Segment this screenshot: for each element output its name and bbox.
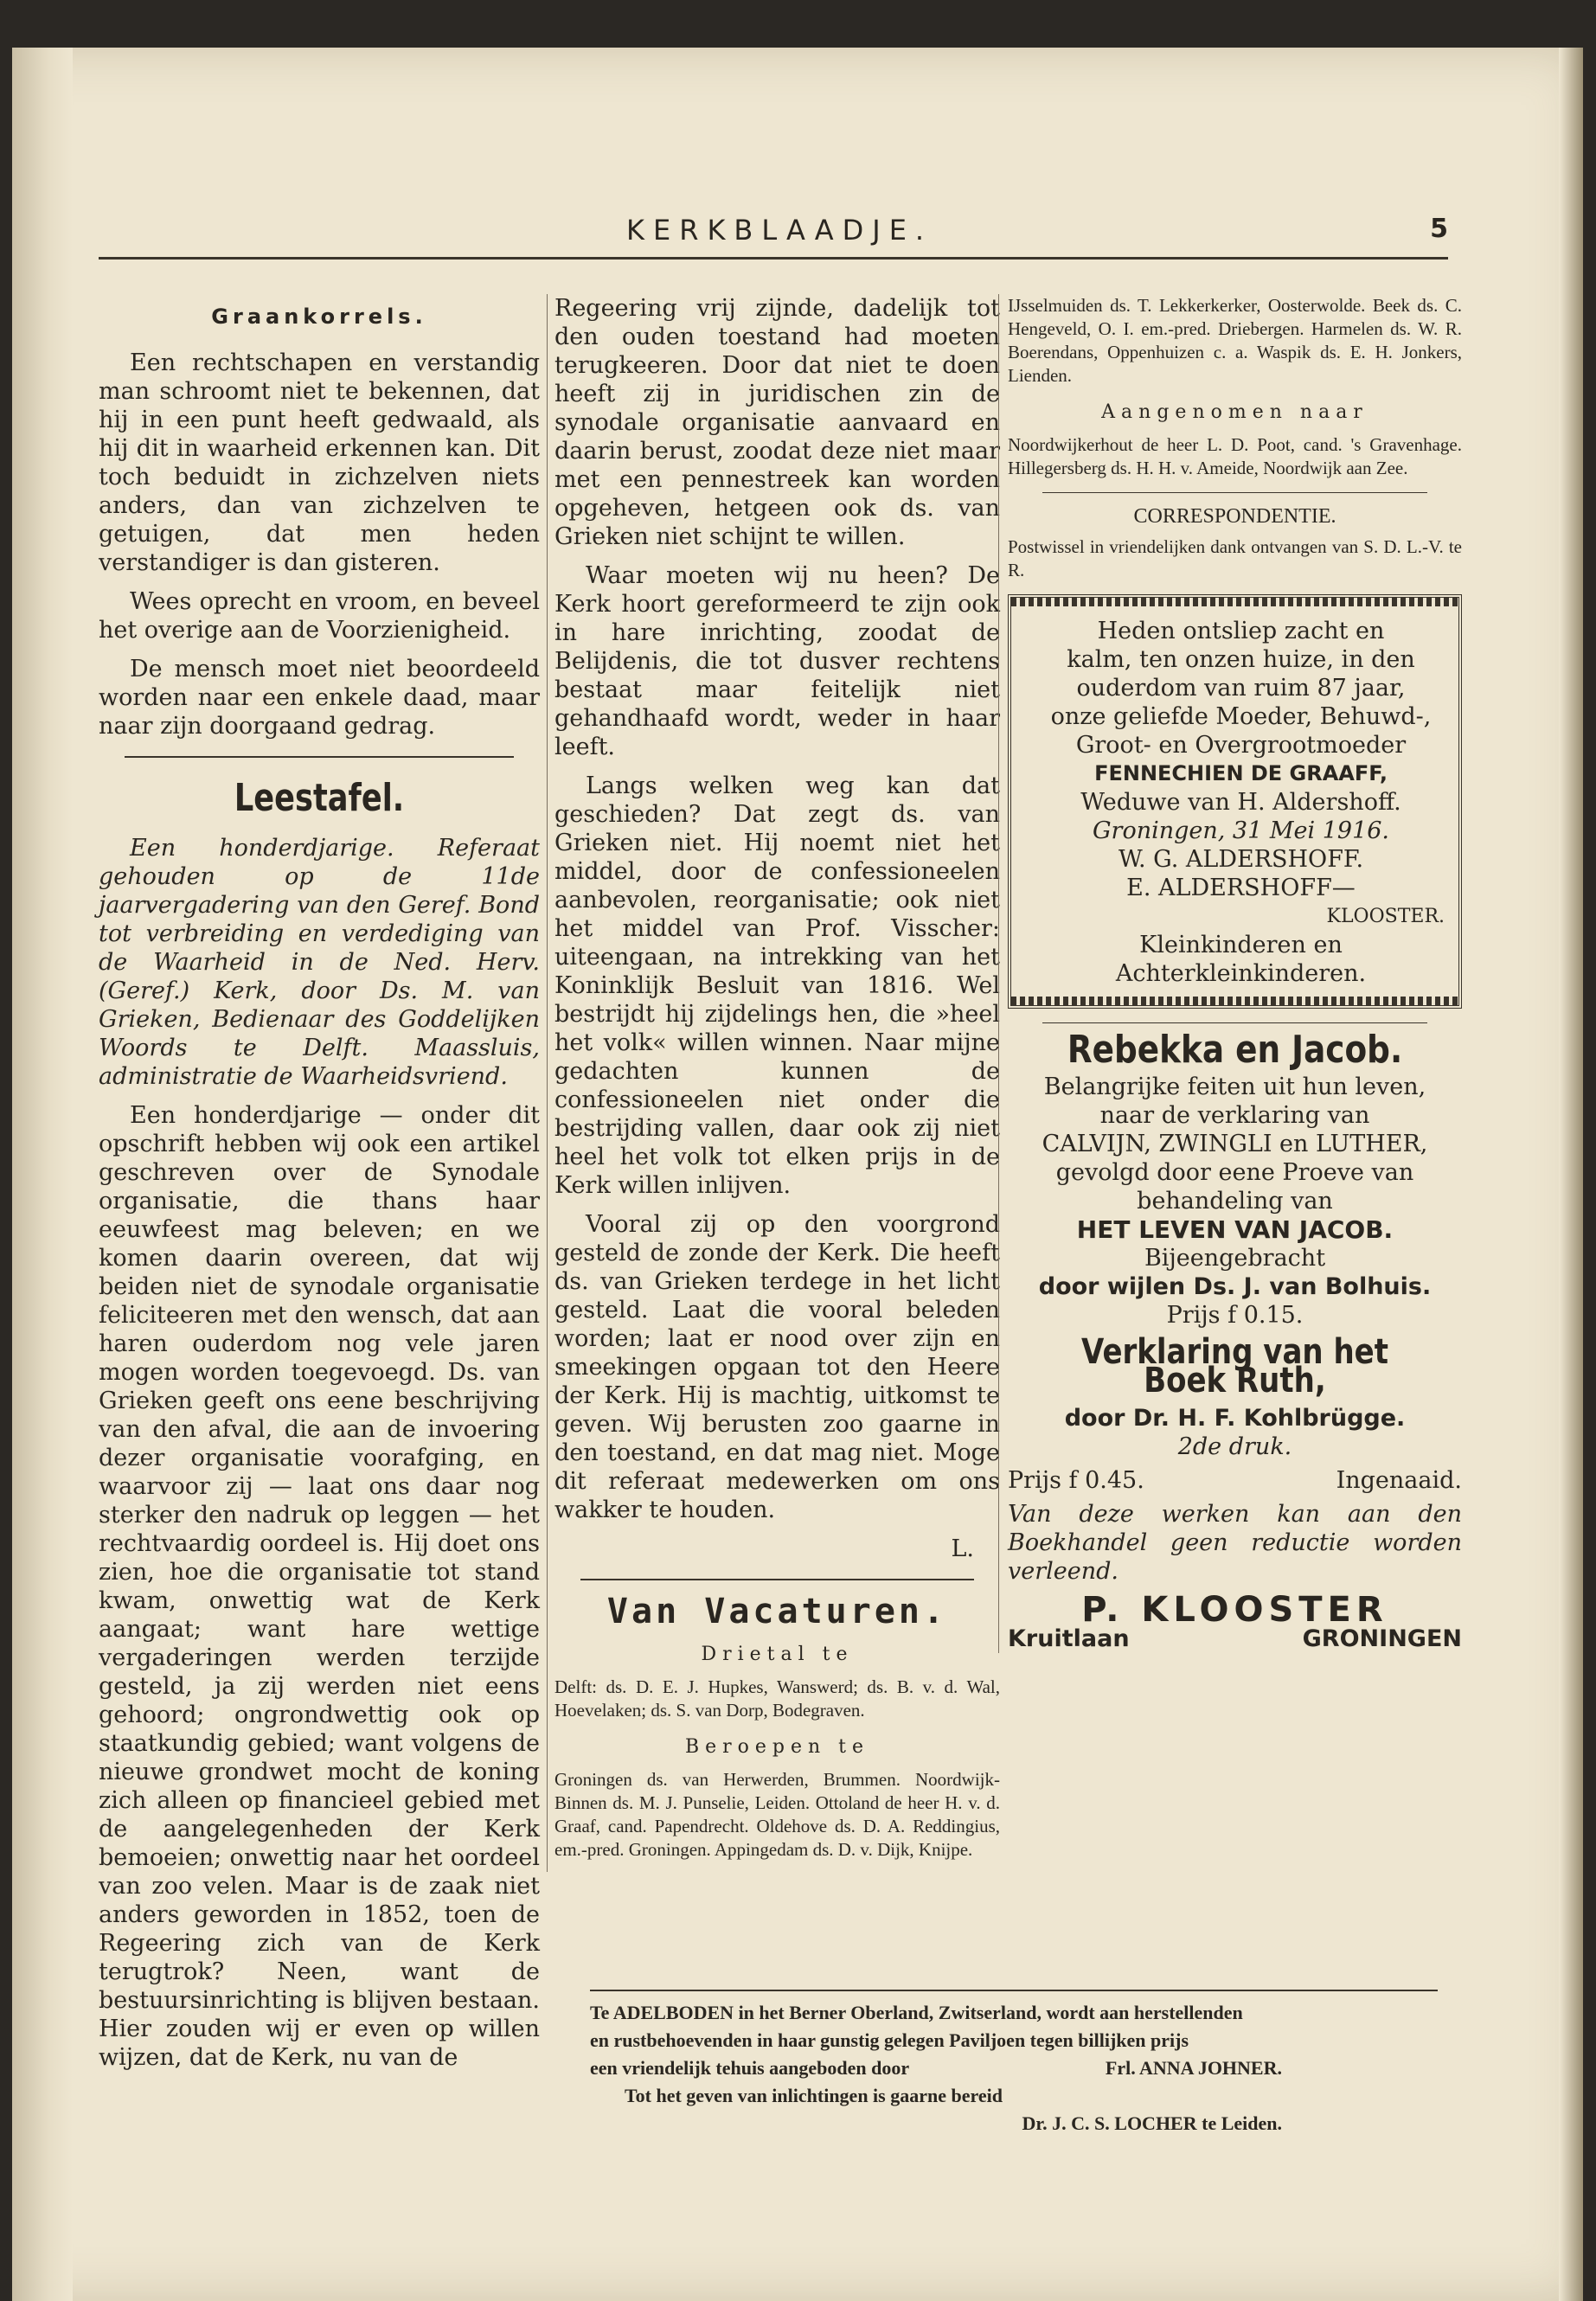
advert-contact: Frl. ANNA JOHNER. — [1105, 2057, 1282, 2079]
column-1 — [99, 294, 540, 2082]
notice-line: onze geliefde Moeder, Behuwd-, — [1050, 703, 1432, 730]
drietal-text: Delft: ds. D. E. J. Hupkes, Wanswerd; ds. B. v. d. Wal, Hoevelaken; ds. S. van Dorp, Bodegraven. — [554, 1676, 1000, 1721]
graankorrels-heading: Graankorrels. — [211, 304, 427, 329]
ad-author: door wijlen Ds. J. van Bolhuis. — [1038, 1273, 1432, 1300]
ad-line: naar de verklaring van — [1099, 1102, 1370, 1129]
newspaper-page — [12, 48, 1583, 2301]
ad-price-row — [1008, 1466, 1462, 1495]
ad-street: Kruitlaan — [1008, 1625, 1130, 1652]
ad-book-title: Rebekka en Jacob. — [1067, 1028, 1403, 1072]
graankorrels-paragraph: Wees oprecht en vroom, en beveel het overige aan de Voorzienigheid. — [99, 588, 540, 644]
notice-signatory: E. ALDERSHOFF— — [1126, 875, 1356, 901]
ad-book-title-2: Verklaring van het Boek Ruth, — [1081, 1332, 1388, 1400]
ad-line: behandeling van — [1137, 1188, 1333, 1215]
bottom-advert — [590, 1990, 1438, 2138]
review-body: Een honderdjarige — onder dit opschrift hebben wij ook een artikel geschreven over de Synodale organisatie, die thans haar eeuwfeest mag beleven; en we komen daarin overeen, dat wij beiden niet de synodale organisatie feliciteeren met den wensch, dat aan haren ouderdom nog vele jaren mogen worden toegevoegd. Ds. van Grieken geeft ons eene beschrijving van den afval, die aan de invoering dezer organisatie voorafging, en waarvoor zij — laat ons daar nog sterker den nadruk op leggen — het rechtvaardig oordeel is. Hij doet ons zien, hoe die organisatie tot stand kwam, onwettig wat de Kerk aangaat; want hare wettige vergaderingen werden terzijde gesteld, ja zij werden niet eens gehoord; ongrondwettig ook op staatkundig gebied; want volgens de nieuwe grondwet mocht de koning zich alleen op financieel gebied met de aangelegenheden der Kerk bemoeien; onwettig naar het oordeel van zoo velen. Maar is de zaak niet anders geworden in 1852, toen de Regeering zich van de Kerk terugtrok? Neen, want de bestuursinrichting is blijven bestaan. Hier zouden wij er even op willen wijzen, dat de Kerk, nu van de — [99, 1102, 540, 2071]
ad-note: Van deze werken kan aan den Boekhandel geen reductie worden verleend. — [1008, 1501, 1462, 1585]
ad-subject: HET LEVEN VAN JACOB. — [1076, 1215, 1394, 1244]
notice-line: Groot- en Overgrootmoeder — [1075, 732, 1407, 759]
article-paragraph: Regeering vrij zijnde, dadelijk tot den ouden toestand had moeten terugkeeren. Door dat niet te doen heeft zij in juridischen zin de synodale organisatie aanvaard en daarin berust, zoodat deze niet maar met een pennestreek kan worden opgeheven, hetgeen ook ds. van Grieken niet schijnt te willen. — [554, 295, 1000, 550]
advert-text: een vriendelijk tehuis aangeboden door — [590, 2057, 910, 2079]
correspondentie-text: Postwissel in vriendelijken dank ontvangen van S. D. L.-V. te R. — [1008, 536, 1462, 580]
book-reference: Een honderdjarige. Referaat gehouden op de 11de jaarvergadering van den Geref. Bond tot verbreiding en verdediging van de Waarheid in de Ned. Herv. (Geref.) Kerk, door Ds. M. van Grieken, Bedienaar des Goddelijken Woords te Delft. Maassluis, administratie de Waarheidsvriend. — [99, 835, 540, 1090]
leestafel-heading: Leestafel. — [234, 776, 405, 820]
masthead-title: KERKBLAADJE. — [626, 214, 933, 247]
ad-edition: 2de druk. — [1177, 1433, 1292, 1460]
notice-line: Heden ontsliep zacht en — [1097, 618, 1385, 644]
beroepen-text: Groningen ds. van Herwerden, Brummen. Noordwijk-Binnen ds. M. J. Punselie, Leiden. Ottoland de heer H. v. d. Graaf, cand. Papendrecht. Oldehove ds. D. A. Reddingius, em.-pred. Groningen. Appingedam ds. D. v. Dijk, Knijpe. — [554, 1769, 1000, 1860]
ad-binding: Ingenaaid. — [1336, 1467, 1462, 1494]
page-number: 5 — [1430, 214, 1448, 244]
ad-author: door Dr. H. F. Kohlbrügge. — [1064, 1405, 1406, 1432]
notice-line: Weduwe van H. Aldershoff. — [1080, 789, 1401, 816]
article-paragraph: Langs welken weg kan dat geschieden? Dat zegt ds. van Grieken niet. Hij noemt niet het middel, door de confessioneelen aanbevolen, reorganisatie; ook niet het middel van Prof. Visscher: uiteengaan, na intrekking van het Koninklijk Besluit van 1816. Wel bestrijdt hij zijdelings hen, die »heel het volk« willen winnen. Naar mijne gedachten kunnen de confessioneelen niet onder die bestrijding vallen, daar ook zij niet heel het volk tot elken prijs in de Kerk willen inlijven. — [554, 772, 1000, 1199]
ad-publisher: P. KLOOSTER — [1081, 1590, 1388, 1630]
beroepen-continued: IJsselmuiden ds. T. Lekkerkerker, Oosterwolde. Beek ds. C. Hengeveld, O. I. em.-pred. Driebergen. Harmelen ds. W. R. Boerendans, Oppenhuizen c. a. Waspik ds. E. H. Jonkers, Lienden. — [1008, 295, 1462, 386]
ad-price: Prijs f 0.15. — [1166, 1302, 1304, 1329]
advert-line: Tot het geven van inlichtingen is gaarne bereid — [625, 2085, 1003, 2106]
ad-city: GRONINGEN — [1302, 1625, 1462, 1652]
ad-line: Bijeengebracht — [1144, 1245, 1326, 1272]
advert-line: Te ADELBODEN in het Berner Oberland, Zwitserland, wordt aan herstellenden — [590, 2002, 1243, 2023]
ad-line: CALVIJN, ZWINGLI en LUTHER, — [1042, 1131, 1428, 1157]
vacaturen-heading: Van Vacaturen. — [606, 1592, 948, 1631]
notice-signatory: W. G. ALDERSHOFF. — [1118, 846, 1364, 873]
divider — [125, 756, 514, 758]
advert-line — [590, 2055, 1438, 2081]
correspondentie-heading: CORRESPONDENTIE. — [1133, 505, 1336, 528]
notice-line: Kleinkinderen en — [1139, 932, 1343, 958]
article-signature: L. — [951, 1535, 974, 1562]
notice-line: kalm, ten onzen huize, in den — [1067, 646, 1415, 673]
column-3 — [998, 294, 1462, 1653]
ad-line: Belangrijke feiten uit hun leven, — [1043, 1074, 1426, 1100]
advert-contact: Dr. J. C. S. LOCHER te Leiden. — [1022, 2112, 1282, 2134]
notice-line: Achterkleinkinderen. — [1115, 960, 1367, 987]
divider — [1042, 492, 1427, 493]
article-paragraph: Vooral zij op den voorgrond gesteld de zonde der Kerk. Die heeft ds. van Grieken terdege in het licht gesteld. Laat die vooral beleden worden; laat er nood over zijn en smeekingen opgaan tot den Heere der Kerk. Hij is machtig, uitkomst te geven. Wij berusten zoo gaarne in den toestand, en dat mag niet. Moge dit referaat medewerken om ons wakker te houden. — [554, 1211, 1000, 1523]
notice-place-date: Groningen, 31 Mei 1916. — [1092, 817, 1390, 844]
graankorrels-paragraph: Een rechtschapen en verstandig man schroomt niet te bekennen, dat hij in een punt heeft gedwaald, als hij dit in waarheid erkennen kan. Dit toch beduidt in zichzelven niets anders, dan van zichzelven te getuigen, dat men heden verstandiger is dan gisteren. — [99, 349, 540, 576]
divider — [580, 1579, 974, 1580]
page-gutter — [12, 48, 73, 2301]
death-notice — [1008, 594, 1462, 1009]
beroepen-heading: Beroepen te — [684, 1736, 870, 1758]
ad-line: gevolgd door eene Proeve van — [1055, 1159, 1414, 1186]
ad-price: Prijs f 0.45. — [1008, 1467, 1144, 1494]
aangenomen-text: Noordwijkerhout de heer L. D. Poot, cand. 's Gravenhage. Hillegersberg ds. H. H. v. Ameide, Noordwijk aan Zee. — [1008, 434, 1462, 478]
graankorrels-paragraph: De mensch moet niet beoordeeld worden naar een enkele daad, maar naar zijn doorgaand gedrag. — [99, 656, 540, 740]
drietal-heading: Drietal te — [701, 1644, 854, 1665]
deceased-name: FENNECHIEN DE GRAAFF, — [1094, 761, 1388, 785]
aangenomen-heading: Aangenomen naar — [1101, 401, 1368, 423]
notice-signatory: KLOOSTER. — [1326, 906, 1445, 927]
divider — [590, 1990, 1438, 1991]
page-edge — [1559, 48, 1583, 2301]
article-paragraph: Waar moeten wij nu heen? De Kerk hoort gereformeerd te zijn ook in hare inrichting, zoodat de Belijdenis, die tot dusver rechtens bestaat maar feitelijk niet gehandhaafd wordt, weder in haar leeft. — [554, 562, 1000, 760]
page-header — [99, 214, 1448, 260]
column-2 — [547, 294, 1000, 1872]
divider — [1042, 1022, 1427, 1023]
advert-line: en rustbehoevenden in haar gunstig gelegen Paviljoen tegen billijken prijs — [590, 2029, 1189, 2051]
notice-line: ouderdom van ruim 87 jaar, — [1076, 675, 1406, 702]
